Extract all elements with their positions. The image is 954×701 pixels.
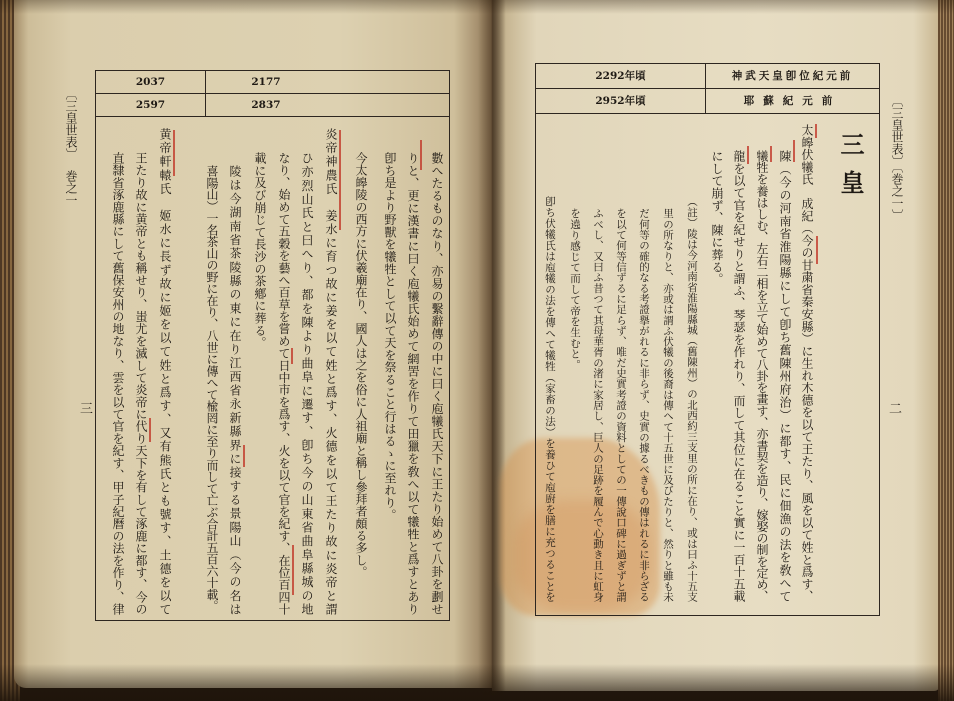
year-cell: 2952年頃: [536, 89, 706, 114]
text-column: 黄帝軒轅氏 姬水に長ず故に姬を以て姓と爲す、又有熊氏とも號す、土德を以て: [158, 128, 172, 617]
right-running-head: [890, 95, 904, 221]
red-pencil-mark: [815, 124, 817, 138]
text-column: 炎帝神農氏 姜水に育つ故に姜を以て姓と爲す、火德を以て王たり故に炎帝と謂: [324, 128, 338, 617]
red-pencil-mark: [816, 236, 818, 264]
text-column: 喜陽山）一名茶山の野に在り、八世に傳へて楡罔に至り而して亡ぶ合計五百六十載。: [205, 165, 219, 612]
running-head-title: 〔三皇世表〕: [890, 95, 904, 167]
text-column: 陵は今湖南省茶陵縣の東に在り江西省永新縣界に接する景陽山（今の名は: [228, 165, 242, 617]
note-column: だ何等の確的なる考證擧がれるに非らず、史實の據るべきもの傳はれるに非らざる: [638, 208, 650, 603]
text-column: 卽ち是より野獸を犧牲として以て天を祭ること行はるゝに至れり。: [383, 152, 397, 521]
page-number: 三: [80, 402, 94, 417]
red-pencil-mark: [770, 146, 772, 162]
era-label: 耶蘇紀元前: [743, 95, 842, 108]
text-column: 陳（今の河南省淮陽縣にして卽ち舊陳州府治）に都す、民に佃漁の法を敎へて: [778, 150, 792, 603]
note-column: を遶り感じて而して帝を生むと。: [569, 208, 581, 370]
text-column: 今太皞陵の西方に伏羲廟在り、國人は之を俗に人祖廟と稱し參拜者頗る多し。: [354, 152, 368, 579]
note-column: （註）陵は今河南省淮陽縣城（舊陳州）の北西約三支里の所に在り、或は曰ふ十五支: [686, 196, 698, 603]
year-cell: 2177: [206, 71, 326, 94]
year-cell: 2597: [96, 94, 206, 117]
text-column: 載に及び崩じて長沙の茶鄕に葬る。: [253, 152, 267, 349]
text-column: ひ亦烈山氏と曰へり、都を陳より曲阜に遷す、卽ち今の山東省曲阜縣城の地: [300, 152, 314, 617]
text-frame-right: [535, 113, 880, 616]
note-column: 卽ち伏犧氏は庖犧の法を傳へて犧牲（家畜の法）を養ひて庖廚を膳に充つることを: [544, 196, 556, 603]
text-column: なり、始めて五穀を藝へ百草を嘗めて日中市を爲す、火を以て官を紀す、在位百四十: [277, 152, 291, 616]
running-head-volume: 巻之一: [64, 170, 78, 206]
running-head-volume: 〔巻之一〕: [890, 167, 904, 221]
year-table-right: [535, 63, 880, 114]
year-cell: 2037: [96, 71, 206, 94]
note-column: 里の所なりと、亦或は謂ふ伏犧の後裔は傳へて十五世に及びたりと、然りと雖も未: [662, 208, 674, 603]
text-column: 數へたるものなり、亦易の繫辭傳の中に曰く庖犧氏天下に王たり始めて八卦を劃せ: [430, 152, 444, 616]
year-cell: 2292年頃: [536, 64, 706, 89]
text-column: 王たり故に黄帝とも稱せり、蚩尤を滅して炎帝に代り天下を有して涿鹿に都す、今の: [134, 152, 148, 616]
text-column: 犧牲を養はしむ、左右二相を立て始めて八卦を畫す、亦書契を造り、嫁娶の制を定め、: [755, 150, 769, 602]
note-column: ふべし、又曰ふ昔つて其母華胥の渚に家居し、巨人の足跡を履んで心動き且に虹身: [592, 208, 604, 603]
text-column: りと、更に漢書に曰く庖犧氏始めて網罟を作りて田獵を敎へ以て犧牲と爲すとあり: [406, 152, 420, 616]
red-pencil-mark: [747, 146, 749, 164]
red-pencil-mark: [793, 140, 795, 162]
section-heading: 三皇: [836, 132, 865, 208]
year-cell: 2837: [251, 98, 281, 111]
text-column: 直隸省涿鹿縣にして舊保安州の地なり、雲を以て官を紀す、甲子紀曆の法を作り、律: [111, 152, 125, 616]
note-column: を以て何等信ずるに足らず、唯だ史實考證の資料としての一傳說口碑に過ぎずと謂: [615, 208, 627, 603]
era-label: 神武天皇卽位紀元前: [706, 64, 879, 89]
text-column: 太皞伏犧氏 成紀（今の甘粛省秦安縣）に生れ木德を以て王たり、風を以て姓と爲す、: [800, 124, 814, 603]
top-edge-shadow: [0, 0, 954, 14]
text-column: 龍を以て官を紀せりと謂ふ、琴瑟を作れり、而して其位に在ること實に一百十五載: [732, 150, 746, 603]
page-number: 二: [889, 402, 903, 417]
running-head-title: 〔三皇世表〕: [64, 88, 78, 160]
text-column: にして崩ず、陳に葬る。: [710, 150, 724, 286]
bottom-edge-shadow: [0, 664, 954, 701]
